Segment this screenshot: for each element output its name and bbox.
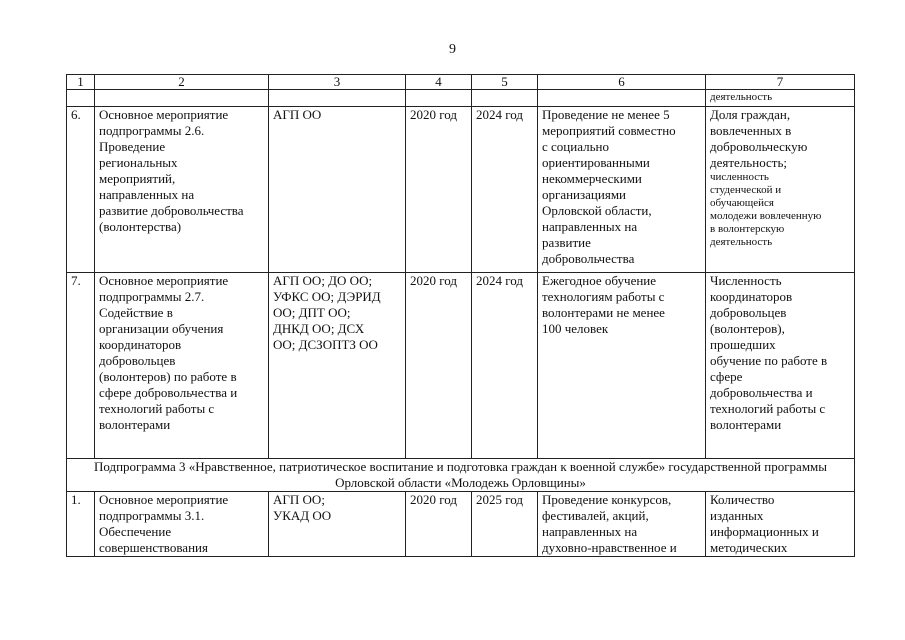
table-row bbox=[67, 273, 855, 459]
subprogram-title: Подпрограмма 3 «Нравственное, патриотическое воспитание и подготовка граждан к военной службе» государственной программы Орловской области «Молодежь Орловщины» bbox=[67, 459, 855, 492]
row-number: 7. bbox=[67, 273, 95, 459]
executor-cell: АГП ОО bbox=[269, 107, 406, 273]
indicator-continuation: деятельность bbox=[706, 90, 855, 107]
subprogram-row bbox=[67, 459, 855, 492]
page-number: 9 bbox=[449, 42, 456, 57]
event-cell: Основное мероприятие подпрограммы 2.6. Проведение региональных мероприятий, направленных на развитие добровольчества (волонтерства) bbox=[95, 107, 269, 273]
table-row bbox=[67, 492, 855, 557]
header-cell: 1 bbox=[67, 75, 95, 90]
start-year-cell: 2020 год bbox=[406, 492, 472, 557]
row-number: 1. bbox=[67, 492, 95, 557]
result-cell: Ежегодное обучение технологиям работы с волонтерами не менее 100 человек bbox=[538, 273, 706, 459]
header-cell: 6 bbox=[538, 75, 706, 90]
indicator-main: Доля граждан, вовлеченных в добровольческую деятельность; bbox=[710, 107, 808, 170]
executor-cell: АГП ОО; УКАД ОО bbox=[269, 492, 406, 557]
table-row bbox=[67, 90, 855, 107]
event-cell: Основное мероприятие подпрограммы 3.1. Обеспечение совершенствования bbox=[95, 492, 269, 557]
indicator-small: численность студенческой и обучающейся молодежи вовлеченную в волонтерскую деятельность bbox=[710, 171, 822, 248]
measures-table bbox=[66, 74, 855, 557]
header-cell: 7 bbox=[706, 75, 855, 90]
table-header-row bbox=[67, 75, 855, 90]
header-cell: 5 bbox=[472, 75, 538, 90]
indicator-cell: Численность координаторов добровольцев (волонтеров), прошедших обучение по работе в сфере добровольчества и технологий работы с волонтерами bbox=[706, 273, 855, 459]
end-year-cell: 2024 год bbox=[472, 273, 538, 459]
table-row bbox=[67, 107, 855, 273]
header-cell: 3 bbox=[269, 75, 406, 90]
header-cell: 2 bbox=[95, 75, 269, 90]
start-year-cell: 2020 год bbox=[406, 107, 472, 273]
result-cell: Проведение не менее 5 мероприятий совместно с социально ориентированными некоммерческими организациями Орловской области, направленных на развитие добровольчества bbox=[538, 107, 706, 273]
result-cell: Проведение конкурсов, фестивалей, акций, направленных на духовно-нравственное и bbox=[538, 492, 706, 557]
start-year-cell: 2020 год bbox=[406, 273, 472, 459]
executor-cell: АГП ОО; ДО ОО; УФКС ОО; ДЭРИД ОО; ДПТ ОО; ДНКД ОО; ДСХ ОО; ДСЗОПТЗ ОО bbox=[269, 273, 406, 459]
indicator-cell: Количество изданных информационных и методических bbox=[706, 492, 855, 557]
indicator-cell bbox=[706, 107, 855, 273]
header-cell: 4 bbox=[406, 75, 472, 90]
end-year-cell: 2025 год bbox=[472, 492, 538, 557]
row-number: 6. bbox=[67, 107, 95, 273]
event-cell: Основное мероприятие подпрограммы 2.7. Содействие в организации обучения координаторов добровольцев (волонтеров) по работе в сфере добровольчества и технологий работы с волонтерами bbox=[95, 273, 269, 459]
end-year-cell: 2024 год bbox=[472, 107, 538, 273]
